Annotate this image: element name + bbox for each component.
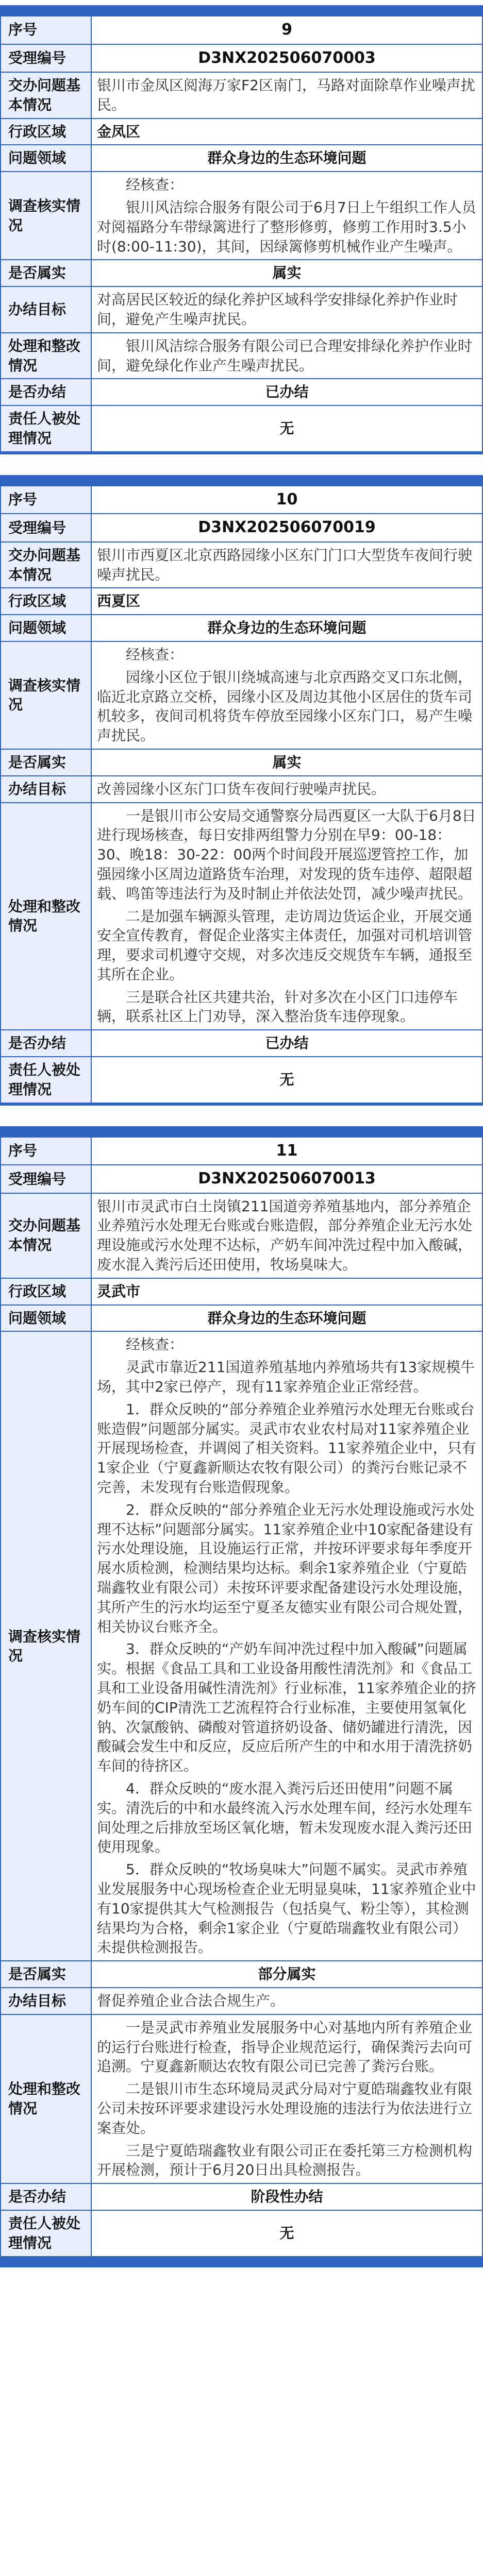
block-bottom-bar	[0, 2257, 483, 2267]
verified-label: 是否属实	[1, 749, 91, 776]
handling-paragraph: 三是宁夏皓瑞鑫牧业有限公司正在委托第三方检测机构开展检测，预计于6月20日出具检测报告。	[97, 2142, 473, 2179]
handling-paragraph: 三是联合社区共建共治，针对多次在小区门口违停车辆，联系社区上门劝导，深入整治货车违停现象。	[97, 988, 458, 1025]
goal-label: 办结目标	[1, 286, 91, 333]
case-block-11	[0, 1126, 483, 2267]
investigation-value	[91, 172, 482, 260]
goal-value: 对高居民区较近的绿化养护区域科学安排绿化养护作业时间，避免产生噪声扰民。	[91, 286, 482, 333]
verified-value: 部分属实	[91, 1961, 482, 1988]
closed-label: 是否办结	[1, 2183, 91, 2210]
seq-label: 序号	[1, 16, 91, 44]
investigation-paragraph: 经核查：	[126, 176, 184, 194]
investigation-paragraph: 经核查：	[126, 1336, 184, 1353]
block-top-bar	[0, 1126, 483, 1137]
seq-value: 9	[91, 16, 482, 44]
basic-value: 银川市灵武市白土岗镇211国道旁养殖基地内，部分养殖企业养殖污水处理无台账或台账造假，部分养殖企业无污水处理设施或污水处理不达标，产奶车间冲洗过程中加入酸碱，废水混入粪污后还田使用，牧场臭味大。	[91, 1193, 482, 1278]
block-bottom-line	[0, 1104, 483, 1106]
block-bottom-line	[0, 452, 483, 454]
verified-value: 属实	[91, 749, 482, 776]
district-value: 西夏区	[91, 588, 482, 615]
handling-value	[91, 333, 482, 379]
closed-value: 已办结	[91, 379, 482, 405]
district-label: 行政区域	[1, 588, 91, 615]
closed-value: 已办结	[91, 1030, 482, 1057]
case-table	[0, 485, 483, 1104]
goal-label: 办结目标	[1, 776, 91, 803]
handling-paragraph: 二是银川市生态环境局灵武分局对宁夏皓瑞鑫牧业有限公司未按环评要求建设污水处理设施的违法行为依法进行立案查处。	[97, 2080, 473, 2137]
goal-value: 督促养殖企业合法合规生产。	[91, 1988, 482, 2014]
accept-no-value: D3NX202506070019	[91, 514, 482, 542]
seq-label: 序号	[1, 486, 91, 514]
investigation-paragraph: 4．群众反映的“废水混入粪污后还田使用”问题不属实。清洗后的中和水最终流入污水处理车间，经污水处理车间处理之后排放至场区氧化塘，暂未发现废水混入粪污还田使用现象。	[97, 1780, 473, 1856]
handling-value	[91, 2014, 482, 2183]
accept-no-label: 受理编号	[1, 1165, 91, 1193]
seq-value: 10	[91, 486, 482, 514]
handling-label: 处理和整改情况	[1, 2014, 91, 2183]
case-block-9	[0, 5, 483, 454]
district-value: 金凤区	[91, 118, 482, 145]
investigation-paragraph: 5．群众反映的“牧场臭味大”问题不属实。灵武市养殖业发展服务中心现场检查企业无明显臭味，11家养殖企业中有10家提供其大气检测报告（包括臭气、粉尘等），其检测结果均为合格，剩余1家企业（宁夏皓瑞鑫牧业有限公司）未提供检测报告。	[97, 1861, 476, 1956]
investigation-paragraph: 3．群众反映的“产奶车间冲洗过程中加入酸碱”问题属实。根据《食品工具和工业设备用酸性清洗剂》和《食品工具和工业设备用碱性清洗剂》行业标准，11家养殖企业的挤奶车间的CIP清洗工艺流程符合行业标准，主要使用氢氧化钠、次氯酸钠、磷酸对管道挤奶设备、储奶罐进行清洗，因酸碱会发生中和反应，反应后所产生的中和水用于清洗挤奶车间的待挤区。	[97, 1640, 476, 1775]
investigation-value	[91, 641, 482, 749]
seq-label: 序号	[1, 1137, 91, 1165]
investigation-paragraph: 园缘小区位于银川绕城高速与北京西路交叉口东北侧，临近北京路立交桥，园缘小区及周边其他小区居住的货车司机较多，夜间司机将货车停放至园缘小区东门口，易产生噪声扰民。	[97, 668, 473, 744]
case-block-10	[0, 475, 483, 1106]
goal-label: 办结目标	[1, 1988, 91, 2014]
investigation-paragraph: 经核查：	[126, 646, 184, 663]
basic-value: 银川市西夏区北京西路园缘小区东门门口大型货车夜间行驶噪声扰民。	[91, 542, 482, 588]
district-label: 行政区域	[1, 118, 91, 145]
goal-value: 改善园缘小区东门口货车夜间行驶噪声扰民。	[91, 776, 482, 803]
investigation-paragraph: 灵武市靠近211国道养殖基地内养殖场共有13家规模牛场，其中2家已停产，现有11家养殖企业正常经营。	[97, 1359, 475, 1396]
district-label: 行政区域	[1, 1278, 91, 1305]
verified-label: 是否属实	[1, 1961, 91, 1988]
accept-no-label: 受理编号	[1, 514, 91, 542]
domain-value: 群众身边的生态环境问题	[91, 145, 482, 172]
responsible-label: 责任人被处理情况	[1, 2210, 91, 2257]
investigation-paragraph: 1．群众反映的“部分养殖企业养殖污水处理无台账或台账造假”问题部分属实。灵武市农业农村局对11家养殖企业开展现场检查，并调阅了相关资料。11家养殖企业中，只有1家企业（宁夏鑫新顺达农牧有限公司）的粪污台账记录不完善，未发现有台账造假现象。	[97, 1400, 476, 1496]
domain-label: 问题领域	[1, 145, 91, 172]
closed-value: 阶段性办结	[91, 2183, 482, 2210]
handling-paragraph: 一是灵武市养殖业发展服务中心对基地内所有养殖企业的运行台账进行检查，指导企业规范运行，确保粪污去向可追溯。宁夏鑫新顺达农牧有限公司已完善了粪污台账。	[97, 2019, 473, 2075]
domain-value: 群众身边的生态环境问题	[91, 1305, 482, 1332]
domain-label: 问题领域	[1, 615, 91, 641]
investigation-label: 调查核实情况	[1, 641, 91, 749]
investigation-value	[91, 1331, 482, 1961]
handling-paragraph: 二是加强车辆源头管理，走访周边货运企业，开展交通安全宣传教育，督促企业落实主体责任，加强对司机培训管理，要求司机遵守交规，对多次违反交规货车车辆，通报至其所在企业。	[97, 907, 473, 983]
handling-paragraph: 一是银川市公安局交通警察分局西夏区一大队于6月8日进行现场核查，每日安排两组警力分别在早9：00-18：30、晚18：30-22：00两个时间段开展巡逻管控工作，加强园缘小区周边道路货车治理，对发现的货车违停、超限超载、鸣笛等违法行为及时制止并依法处罚，减少噪声扰民。	[97, 807, 476, 902]
responsible-value: 无	[91, 405, 482, 452]
handling-label: 处理和整改情况	[1, 803, 91, 1030]
handling-value	[91, 803, 482, 1030]
block-top-bar	[0, 5, 483, 15]
closed-label: 是否办结	[1, 1030, 91, 1057]
handling-paragraph: 银川风洁综合服务有限公司已合理安排绿化养护作业时间，避免绿化作业产生噪声扰民。	[97, 337, 473, 374]
investigation-label: 调查核实情况	[1, 1331, 91, 1961]
case-table	[0, 15, 483, 452]
responsible-value: 无	[91, 2210, 482, 2257]
handling-label: 处理和整改情况	[1, 333, 91, 379]
domain-value: 群众身边的生态环境问题	[91, 615, 482, 641]
investigation-paragraph: 银川风洁综合服务有限公司于6月7日上午组织工作人员对阅福路分车带绿篱进行了整形修剪，修剪工作用时3.5小时(8:00-11:30)，其间，因绿篱修剪机械作业产生噪声。	[97, 198, 476, 255]
responsible-label: 责任人被处理情况	[1, 1057, 91, 1103]
verified-value: 属实	[91, 260, 482, 286]
responsible-value: 无	[91, 1057, 482, 1103]
accept-no-value: D3NX202506070003	[91, 44, 482, 73]
responsible-label: 责任人被处理情况	[1, 405, 91, 452]
district-value: 灵武市	[91, 1278, 482, 1305]
basic-label: 交办问题基本情况	[1, 1193, 91, 1278]
accept-no-value: D3NX202506070013	[91, 1165, 482, 1193]
investigation-label: 调查核实情况	[1, 172, 91, 260]
verified-label: 是否属实	[1, 260, 91, 286]
basic-label: 交办问题基本情况	[1, 542, 91, 588]
closed-label: 是否办结	[1, 379, 91, 405]
seq-value: 11	[91, 1137, 482, 1165]
accept-no-label: 受理编号	[1, 44, 91, 73]
basic-label: 交办问题基本情况	[1, 72, 91, 118]
block-top-bar	[0, 475, 483, 485]
investigation-paragraph: 2．群众反映的“部分养殖企业无污水处理设施或污水处理不达标”问题部分属实。11家养殖企业中10家配备建设有污水处理设施，且设施运行正常，并按环评要求每年季度开展水质检测，检测结果均达标。剩余1家养殖企业（宁夏皓瑞鑫牧业有限公司）未按环评要求配备建设污水处理设施，其所产生的污水均运至宁夏圣友德实业有限公司合规处置，相关协议台账齐全。	[97, 1501, 475, 1635]
case-table	[0, 1137, 483, 2257]
basic-value: 银川市金凤区阅海万家F2区南门，马路对面除草作业噪声扰民。	[91, 72, 482, 118]
domain-label: 问题领域	[1, 1305, 91, 1332]
